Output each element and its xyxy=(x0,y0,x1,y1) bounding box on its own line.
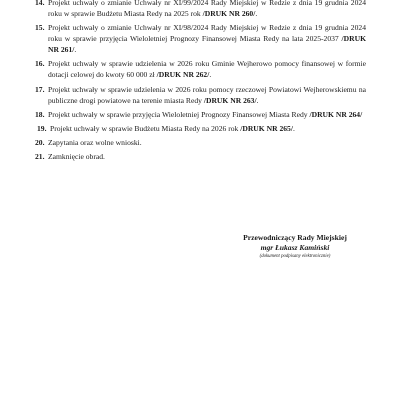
item-text: Projekt uchwały o zmianie Uchwały nr XI/98/2024 Rady Miejskiej w Redzie z dnia 19 grudnia 2024 roku w sprawie przyjęcia Wieloletniej Prognozy Finansowej Miasta Redy na lata 2025-2037 xyxy=(48,23,366,44)
druk-ref: /DRUK NR 262/ xyxy=(156,70,210,80)
druk-ref: /DRUK NR 263/ xyxy=(203,95,257,105)
signature-note: (dokument podpisany elektronicznie) xyxy=(259,254,331,259)
item-text: Zamknięcie obrad. xyxy=(48,152,105,162)
item-text: Projekt uchwały w sprawie udzielenia w 2026 roku Gminie Wejherowo pomocy finansowej w formie dotacji celowej do kwoty 60 000 zł xyxy=(48,59,366,80)
druk-ref: /DRUK NR 265/ xyxy=(240,123,293,133)
item-text: Projekt uchwały w sprawie Budżetu Miasta Redy na 2026 rok xyxy=(50,123,241,133)
item-punct: . xyxy=(255,9,258,18)
signature-title: Przewodniczący Rady Miejskiej xyxy=(243,233,347,242)
druk-ref: /DRUK NR 261/ xyxy=(48,34,366,55)
agenda-item-19 xyxy=(37,123,366,134)
item-text: Projekt uchwały o zmianie Uchwały nr XI/99/2024 Rady Miejskiej w Redzie z dnia 19 grudnia 2024 roku w sprawie Budżetu Miasta Redy na 2025 rok xyxy=(48,0,366,18)
agenda-item-17 xyxy=(35,84,366,106)
item-text: Projekt uchwały w sprawie udzielenia w 2026 roku pomocy rzeczowej Powiatowi Wejherowskiemu na publiczne drogi powiatowe na terenie miasta Redy xyxy=(48,84,366,105)
item-punct: . xyxy=(256,95,259,105)
agenda-list xyxy=(35,0,366,166)
agenda-item-18 xyxy=(35,109,366,120)
agenda-item-15 xyxy=(35,22,366,55)
item-punct: . xyxy=(74,45,77,55)
item-number: 19. xyxy=(37,123,47,133)
signature-block xyxy=(220,233,370,260)
agenda-item-14 xyxy=(35,0,366,19)
item-punct: . xyxy=(292,123,295,133)
item-text: Projekt uchwały w sprawie przyjęcia Wieloletniej Prognozy Finansowej Miasta Redy xyxy=(48,109,310,119)
druk-ref: /DRUK NR 260/ xyxy=(202,9,256,18)
item-punct: . xyxy=(209,70,212,80)
item-number: 21. xyxy=(35,152,45,162)
item-number: 17. xyxy=(35,84,45,94)
agenda-item-16 xyxy=(35,58,366,80)
item-number: 15. xyxy=(35,23,45,33)
agenda-item-20 xyxy=(35,137,366,148)
item-number: 20. xyxy=(35,138,45,148)
item-number: 16. xyxy=(35,59,45,69)
item-number: 18. xyxy=(35,109,45,119)
druk-ref: /DRUK NR 264/ xyxy=(309,109,363,119)
item-text: Zapytania oraz wolne wnioski. xyxy=(48,138,142,148)
item-number: 14. xyxy=(35,0,45,7)
signature-name: mgr Łukasz Kamiński xyxy=(260,243,330,252)
agenda-item-21 xyxy=(35,151,366,162)
